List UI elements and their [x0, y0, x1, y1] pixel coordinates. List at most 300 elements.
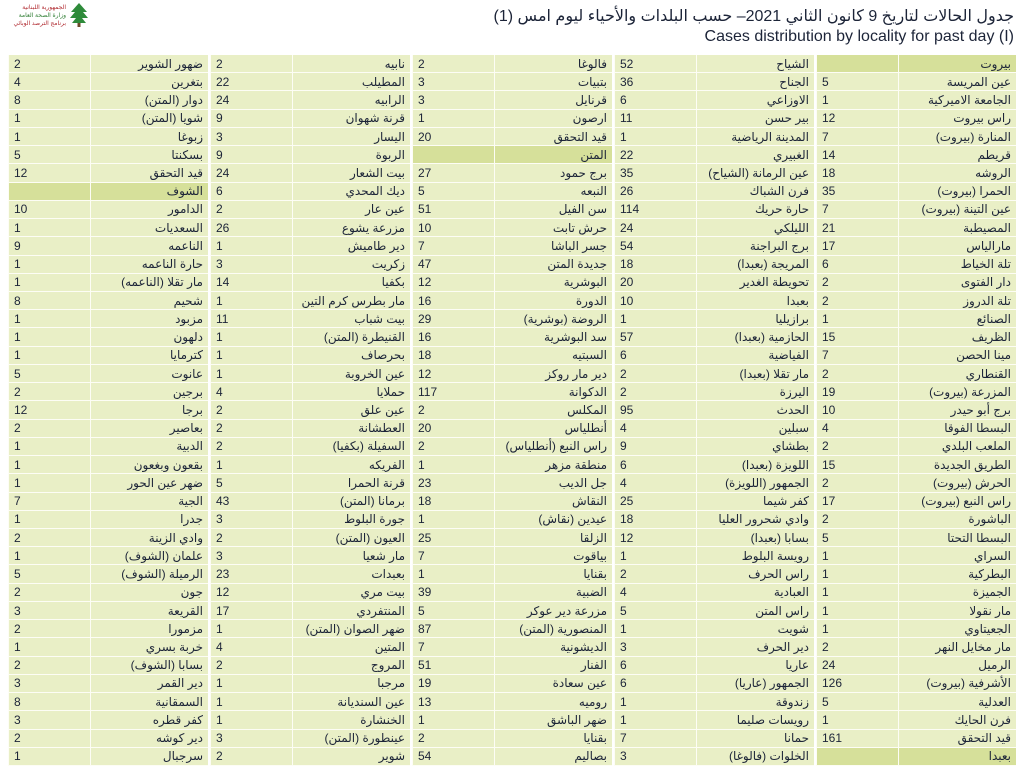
locality-name-cell: الجناح: [696, 73, 814, 91]
locality-name-cell: راس النبع (بيروت): [898, 493, 1016, 511]
case-count-cell: 1: [210, 292, 292, 310]
case-count-cell: 18: [816, 164, 898, 182]
locality-name-cell: بعبدات: [292, 565, 410, 583]
case-count-cell: 57: [614, 328, 696, 346]
locality-name-cell: قريطم: [898, 146, 1016, 164]
locality-name-cell: المنصورية (المتن): [494, 620, 612, 638]
locality-name-cell: الليلكي: [696, 219, 814, 237]
locality-name-cell: كفر قطره: [90, 711, 208, 729]
case-count-cell: 1: [614, 128, 696, 146]
case-count-cell: 1: [8, 547, 90, 565]
locality-name-cell: وادي الزينة: [90, 529, 208, 547]
case-count-cell: 5: [210, 474, 292, 492]
locality-name-cell: الأشرفية (بيروت): [898, 675, 1016, 693]
locality-name-cell: عين علق: [292, 401, 410, 419]
case-count-cell: 47: [412, 256, 494, 274]
case-count-cell: 8: [8, 693, 90, 711]
locality-name-cell: فرن الحايك: [898, 711, 1016, 729]
case-count-cell: 18: [614, 256, 696, 274]
locality-name-cell: الشياح: [696, 55, 814, 73]
case-count-cell: 3: [210, 547, 292, 565]
case-count-cell: 9: [210, 110, 292, 128]
locality-name-cell: بعبدا: [696, 292, 814, 310]
locality-name-cell: علمان (الشوف): [90, 547, 208, 565]
locality-name-cell: كفر شيما: [696, 493, 814, 511]
case-count-cell: 7: [412, 237, 494, 255]
case-count-cell: 1: [210, 328, 292, 346]
locality-name-cell: عين الخروبة: [292, 365, 410, 383]
locality-name-cell: راس المتن: [696, 602, 814, 620]
case-count-cell: 2: [614, 365, 696, 383]
case-count-cell: 9: [614, 438, 696, 456]
locality-name-cell: بقعون وبغعون: [90, 456, 208, 474]
case-count-cell: 16: [412, 328, 494, 346]
locality-name-cell: الملعب البلدي: [898, 438, 1016, 456]
locality-name-cell: جل الديب: [494, 474, 612, 492]
case-count-cell: [816, 55, 898, 73]
locality-name-cell: الدكوانة: [494, 383, 612, 401]
locality-name-cell: سبلين: [696, 420, 814, 438]
case-count-cell: 161: [816, 730, 898, 748]
case-count-cell: 1: [816, 602, 898, 620]
locality-name-cell: السعديات: [90, 219, 208, 237]
case-count-cell: 2: [210, 401, 292, 419]
case-count-cell: 2: [816, 292, 898, 310]
locality-name-cell: بقنايا: [494, 730, 612, 748]
case-count-cell: 18: [614, 511, 696, 529]
case-count-cell: 12: [210, 584, 292, 602]
locality-name-cell: الدورة: [494, 292, 612, 310]
district-header-cell: بيروت: [898, 55, 1016, 73]
case-count-cell: 3: [614, 638, 696, 656]
case-count-cell: 1: [816, 547, 898, 565]
locality-name-cell: دير القمر: [90, 675, 208, 693]
locality-name-cell: حرش تابت: [494, 219, 612, 237]
locality-name-cell: الجعيتاوي: [898, 620, 1016, 638]
case-count-cell: 24: [210, 164, 292, 182]
locality-name-cell: بيت الشعار: [292, 164, 410, 182]
locality-name-cell: الضبية: [494, 584, 612, 602]
case-count-cell: 6: [210, 183, 292, 201]
case-count-cell: 12: [412, 274, 494, 292]
locality-name-cell: الروشه: [898, 164, 1016, 182]
locality-name-cell: مينا الحصن: [898, 347, 1016, 365]
locality-name-cell: مارالياس: [898, 237, 1016, 255]
case-count-cell: 1: [8, 456, 90, 474]
case-count-cell: 7: [816, 201, 898, 219]
locality-name-cell: النبعه: [494, 183, 612, 201]
locality-name-cell: خربة بسري: [90, 638, 208, 656]
case-count-cell: 18: [412, 347, 494, 365]
case-count-cell: 8: [8, 91, 90, 109]
locality-name-cell: رويسة البلوط: [696, 547, 814, 565]
logo-line-1: الجمهورية اللبنانية: [22, 5, 66, 11]
locality-name-cell: قرنة شهوان: [292, 110, 410, 128]
locality-name-cell: الصنائع: [898, 310, 1016, 328]
case-count-cell: 13: [412, 693, 494, 711]
case-count-cell: 2: [614, 383, 696, 401]
case-count-cell: 5: [614, 602, 696, 620]
locality-name-cell: عين المريسة: [898, 73, 1016, 91]
locality-name-cell: شحيم: [90, 292, 208, 310]
locality-name-cell: عانوت: [90, 365, 208, 383]
case-count-cell: 3: [412, 91, 494, 109]
locality-name-cell: تلة الدروز: [898, 292, 1016, 310]
case-count-cell: 1: [8, 274, 90, 292]
locality-name-cell: بحرصاف: [292, 347, 410, 365]
locality-name-cell: راس بيروت: [898, 110, 1016, 128]
case-count-cell: 1: [614, 620, 696, 638]
case-count-cell: 1: [614, 693, 696, 711]
case-count-cell: 51: [412, 201, 494, 219]
locality-name-cell: مار بطرس كرم التين: [292, 292, 410, 310]
case-count-cell: 2: [210, 657, 292, 675]
locality-name-cell: الفياضية: [696, 347, 814, 365]
case-count-cell: 4: [210, 638, 292, 656]
locality-name-cell: عيدين (نقاش): [494, 511, 612, 529]
case-count-cell: [8, 183, 90, 201]
case-count-cell: 2: [210, 420, 292, 438]
case-count-cell: 1: [8, 748, 90, 766]
locality-name-cell: دار الفتوى: [898, 274, 1016, 292]
case-count-cell: 2: [210, 438, 292, 456]
case-count-cell: 4: [8, 73, 90, 91]
case-count-cell: 17: [210, 602, 292, 620]
case-count-cell: 2: [8, 55, 90, 73]
case-count-cell: 24: [816, 657, 898, 675]
locality-name-cell: مار تقلا (بعبدا): [696, 365, 814, 383]
cedar-emblem-icon: [68, 2, 90, 28]
locality-name-cell: بقنايا: [494, 565, 612, 583]
case-count-cell: 27: [412, 164, 494, 182]
locality-name-cell: المصيطبة: [898, 219, 1016, 237]
locality-name-cell: الحرش (بيروت): [898, 474, 1016, 492]
locality-name-cell: برجين: [90, 383, 208, 401]
locality-name-cell: دير مار روكز: [494, 365, 612, 383]
locality-name-cell: عين الرمانة (الشياح): [696, 164, 814, 182]
locality-name-cell: الجية: [90, 493, 208, 511]
case-count-cell: 7: [8, 493, 90, 511]
locality-name-cell: مار نقولا: [898, 602, 1016, 620]
case-count-cell: 8: [8, 292, 90, 310]
locality-name-cell: الدامور: [90, 201, 208, 219]
locality-name-cell: حمانا: [696, 730, 814, 748]
case-count-cell: 5: [816, 529, 898, 547]
locality-name-cell: الجمهور (اللويزة): [696, 474, 814, 492]
case-count-cell: 20: [412, 128, 494, 146]
locality-name-cell: العدلية: [898, 693, 1016, 711]
locality-name-cell: السراي: [898, 547, 1016, 565]
locality-name-cell: الديشونية: [494, 638, 612, 656]
locality-name-cell: مرجبا: [292, 675, 410, 693]
locality-name-cell: الحازمية (بعبدا): [696, 328, 814, 346]
locality-name-cell: فرن الشباك: [696, 183, 814, 201]
locality-name-cell: زكريت: [292, 256, 410, 274]
case-count-cell: 17: [816, 237, 898, 255]
locality-name-cell: قرنة الحمرا: [292, 474, 410, 492]
case-count-cell: 6: [614, 456, 696, 474]
case-count-cell: 1: [412, 511, 494, 529]
locality-name-cell: ضهر عين الحور: [90, 474, 208, 492]
locality-name-cell: المريجة (بعبدا): [696, 256, 814, 274]
locality-name-cell: عاريا: [696, 657, 814, 675]
locality-name-cell: عين التينة (بيروت): [898, 201, 1016, 219]
locality-name-cell: مار مخايل النهر: [898, 638, 1016, 656]
case-count-cell: 19: [816, 383, 898, 401]
case-count-cell: 2: [816, 474, 898, 492]
locality-name-cell: سرجبال: [90, 748, 208, 766]
district-header-cell: الشوف: [90, 183, 208, 201]
locality-name-cell: الجمهور (عاريا): [696, 675, 814, 693]
case-count-cell: 2: [8, 420, 90, 438]
locality-name-cell: ضهر الباشق: [494, 711, 612, 729]
locality-name-cell: الدبية: [90, 438, 208, 456]
case-count-cell: 2: [816, 511, 898, 529]
case-count-cell: 36: [614, 73, 696, 91]
case-count-cell: 29: [412, 310, 494, 328]
locality-name-cell: بيت مري: [292, 584, 410, 602]
locality-name-cell: شوير: [292, 748, 410, 766]
case-count-cell: 12: [412, 365, 494, 383]
ministry-logo: [6, 2, 90, 32]
case-count-cell: 2: [210, 529, 292, 547]
case-count-cell: 2: [210, 55, 292, 73]
locality-name-cell: فالوغا: [494, 55, 612, 73]
case-count-cell: 24: [210, 91, 292, 109]
locality-name-cell: بكفيا: [292, 274, 410, 292]
case-count-cell: 1: [8, 638, 90, 656]
case-count-cell: 2: [412, 401, 494, 419]
locality-name-cell: اليسار: [292, 128, 410, 146]
locality-name-cell: الجميزة: [898, 584, 1016, 602]
case-count-cell: 35: [816, 183, 898, 201]
locality-name-cell: السفيلة (بكفيا): [292, 438, 410, 456]
locality-name-cell: القنطاري: [898, 365, 1016, 383]
case-count-cell: 26: [614, 183, 696, 201]
case-count-cell: 12: [816, 110, 898, 128]
locality-name-cell: اللويزة (بعبدا): [696, 456, 814, 474]
case-count-cell: 1: [210, 365, 292, 383]
cases-table: [8, 55, 1016, 766]
case-count-cell: 1: [412, 565, 494, 583]
locality-name-cell: حارة الناعمه: [90, 256, 208, 274]
case-count-cell: 5: [412, 602, 494, 620]
case-count-cell: 1: [8, 511, 90, 529]
locality-name-cell: المكلس: [494, 401, 612, 419]
case-count-cell: 20: [412, 420, 494, 438]
locality-name-cell: بياقوت: [494, 547, 612, 565]
case-count-cell: 2: [8, 657, 90, 675]
case-count-cell: 43: [210, 493, 292, 511]
case-count-cell: 87: [412, 620, 494, 638]
case-count-cell: 1: [816, 310, 898, 328]
locality-name-cell: تلة الخياط: [898, 256, 1016, 274]
case-count-cell: 10: [8, 201, 90, 219]
locality-name-cell: برازيليا: [696, 310, 814, 328]
case-count-cell: 5: [816, 693, 898, 711]
case-count-cell: 5: [8, 565, 90, 583]
locality-name-cell: برج أبو حيدر: [898, 401, 1016, 419]
case-count-cell: 12: [614, 529, 696, 547]
locality-name-cell: قيد التحقق: [898, 730, 1016, 748]
case-count-cell: 12: [8, 164, 90, 182]
case-count-cell: 1: [8, 256, 90, 274]
locality-name-cell: منطقة مزهر: [494, 456, 612, 474]
locality-name-cell: العبادية: [696, 584, 814, 602]
case-count-cell: 11: [210, 310, 292, 328]
case-count-cell: 2: [816, 274, 898, 292]
case-count-cell: 5: [412, 183, 494, 201]
district-header-cell: بعبدا: [898, 748, 1016, 766]
locality-name-cell: المدينة الرياضية: [696, 128, 814, 146]
case-count-cell: 3: [412, 73, 494, 91]
case-count-cell: 3: [210, 730, 292, 748]
case-count-cell: [816, 748, 898, 766]
locality-name-cell: دير كوشه: [90, 730, 208, 748]
case-count-cell: 1: [412, 711, 494, 729]
case-count-cell: 1: [8, 128, 90, 146]
case-count-cell: 2: [816, 438, 898, 456]
locality-name-cell: الروضة (بوشرية): [494, 310, 612, 328]
case-count-cell: [412, 146, 494, 164]
case-count-cell: 1: [8, 110, 90, 128]
locality-name-cell: البسطا التحتا: [898, 529, 1016, 547]
locality-name-cell: السبتيه: [494, 347, 612, 365]
locality-name-cell: جديدة المتن: [494, 256, 612, 274]
district-header-cell: المتن: [494, 146, 612, 164]
table-column-group: [412, 55, 612, 766]
locality-name-cell: دير طاميش: [292, 237, 410, 255]
locality-name-cell: مزبود: [90, 310, 208, 328]
locality-name-cell: المروج: [292, 657, 410, 675]
locality-name-cell: القنيطرة (المتن): [292, 328, 410, 346]
case-count-cell: 1: [8, 328, 90, 346]
locality-name-cell: المنتفردي: [292, 602, 410, 620]
locality-name-cell: الظريف: [898, 328, 1016, 346]
case-count-cell: 23: [210, 565, 292, 583]
case-count-cell: 54: [614, 237, 696, 255]
case-count-cell: 22: [210, 73, 292, 91]
locality-name-cell: جسر الباشا: [494, 237, 612, 255]
logo-text: [6, 4, 66, 28]
locality-name-cell: القريعة: [90, 602, 208, 620]
locality-name-cell: الفريكه: [292, 456, 410, 474]
locality-name-cell: راس النبع (أنطلياس): [494, 438, 612, 456]
case-count-cell: 24: [614, 219, 696, 237]
case-count-cell: 15: [816, 328, 898, 346]
case-count-cell: 10: [614, 292, 696, 310]
case-count-cell: 1: [8, 219, 90, 237]
locality-name-cell: دوار (المتن): [90, 91, 208, 109]
case-count-cell: 7: [816, 347, 898, 365]
case-count-cell: 3: [210, 511, 292, 529]
locality-name-cell: بعاصير: [90, 420, 208, 438]
case-count-cell: 9: [210, 146, 292, 164]
case-count-cell: 12: [8, 401, 90, 419]
case-count-cell: 17: [816, 493, 898, 511]
case-count-cell: 9: [8, 237, 90, 255]
case-count-cell: 22: [614, 146, 696, 164]
locality-name-cell: شويت: [696, 620, 814, 638]
case-count-cell: 11: [614, 110, 696, 128]
locality-name-cell: شويا (المتن): [90, 110, 208, 128]
case-count-cell: 5: [8, 146, 90, 164]
case-count-cell: 25: [412, 529, 494, 547]
locality-name-cell: الاوزاعي: [696, 91, 814, 109]
case-count-cell: 2: [816, 365, 898, 383]
case-count-cell: 1: [614, 310, 696, 328]
locality-name-cell: عين عار: [292, 201, 410, 219]
case-count-cell: 1: [210, 237, 292, 255]
case-count-cell: 1: [412, 456, 494, 474]
locality-name-cell: المزرعة (بيروت): [898, 383, 1016, 401]
case-count-cell: 25: [614, 493, 696, 511]
case-count-cell: 14: [816, 146, 898, 164]
locality-name-cell: السمقانية: [90, 693, 208, 711]
logo-line-3: برنامج الترصد الوبائي: [13, 21, 66, 27]
locality-name-cell: بير حسن: [696, 110, 814, 128]
page-title-arabic: جدول الحالات لتاريخ 9 كانون الثاني 2021– حسب البلدات والأحياء ليوم امس (1): [493, 8, 1014, 25]
case-count-cell: 2: [412, 55, 494, 73]
locality-name-cell: المنارة (بيروت): [898, 128, 1016, 146]
locality-name-cell: مزرعة دير عوكر: [494, 602, 612, 620]
locality-name-cell: الحمرا (بيروت): [898, 183, 1016, 201]
case-count-cell: 1: [816, 91, 898, 109]
case-count-cell: 4: [816, 420, 898, 438]
case-count-cell: 1: [210, 456, 292, 474]
locality-name-cell: جون: [90, 584, 208, 602]
locality-name-cell: نابيه: [292, 55, 410, 73]
locality-name-cell: جورة البلوط: [292, 511, 410, 529]
case-count-cell: 23: [412, 474, 494, 492]
table-column-group: [816, 55, 1016, 766]
locality-name-cell: بتغرين: [90, 73, 208, 91]
locality-name-cell: الرابيه: [292, 91, 410, 109]
case-count-cell: 1: [8, 438, 90, 456]
case-count-cell: 1: [816, 584, 898, 602]
case-count-cell: 54: [412, 748, 494, 766]
locality-name-cell: الناعمه: [90, 237, 208, 255]
locality-name-cell: مزرعة يشوع: [292, 219, 410, 237]
case-count-cell: 16: [412, 292, 494, 310]
locality-name-cell: الرميلة (الشوف): [90, 565, 208, 583]
locality-name-cell: عين السنديانة: [292, 693, 410, 711]
case-count-cell: 1: [614, 547, 696, 565]
case-count-cell: 4: [614, 474, 696, 492]
locality-name-cell: تحويطة الغدير: [696, 274, 814, 292]
locality-name-cell: الزلقا: [494, 529, 612, 547]
locality-name-cell: الخلوات (فالوغا): [696, 748, 814, 766]
case-count-cell: 7: [816, 128, 898, 146]
locality-name-cell: برجا: [90, 401, 208, 419]
locality-name-cell: دير الحرف: [696, 638, 814, 656]
case-count-cell: 2: [8, 730, 90, 748]
locality-name-cell: العيون (المتن): [292, 529, 410, 547]
case-count-cell: 19: [412, 675, 494, 693]
page-title-english: Cases distribution by locality for past day (I): [704, 28, 1014, 45]
case-count-cell: 4: [614, 584, 696, 602]
locality-name-cell: الجامعة الاميركية: [898, 91, 1016, 109]
case-count-cell: 3: [614, 748, 696, 766]
case-count-cell: 15: [816, 456, 898, 474]
case-count-cell: 3: [8, 675, 90, 693]
case-count-cell: 6: [816, 256, 898, 274]
locality-name-cell: ديك المحدي: [292, 183, 410, 201]
case-count-cell: 52: [614, 55, 696, 73]
locality-name-cell: كترمايا: [90, 347, 208, 365]
case-count-cell: 2: [614, 565, 696, 583]
case-count-cell: 3: [210, 256, 292, 274]
